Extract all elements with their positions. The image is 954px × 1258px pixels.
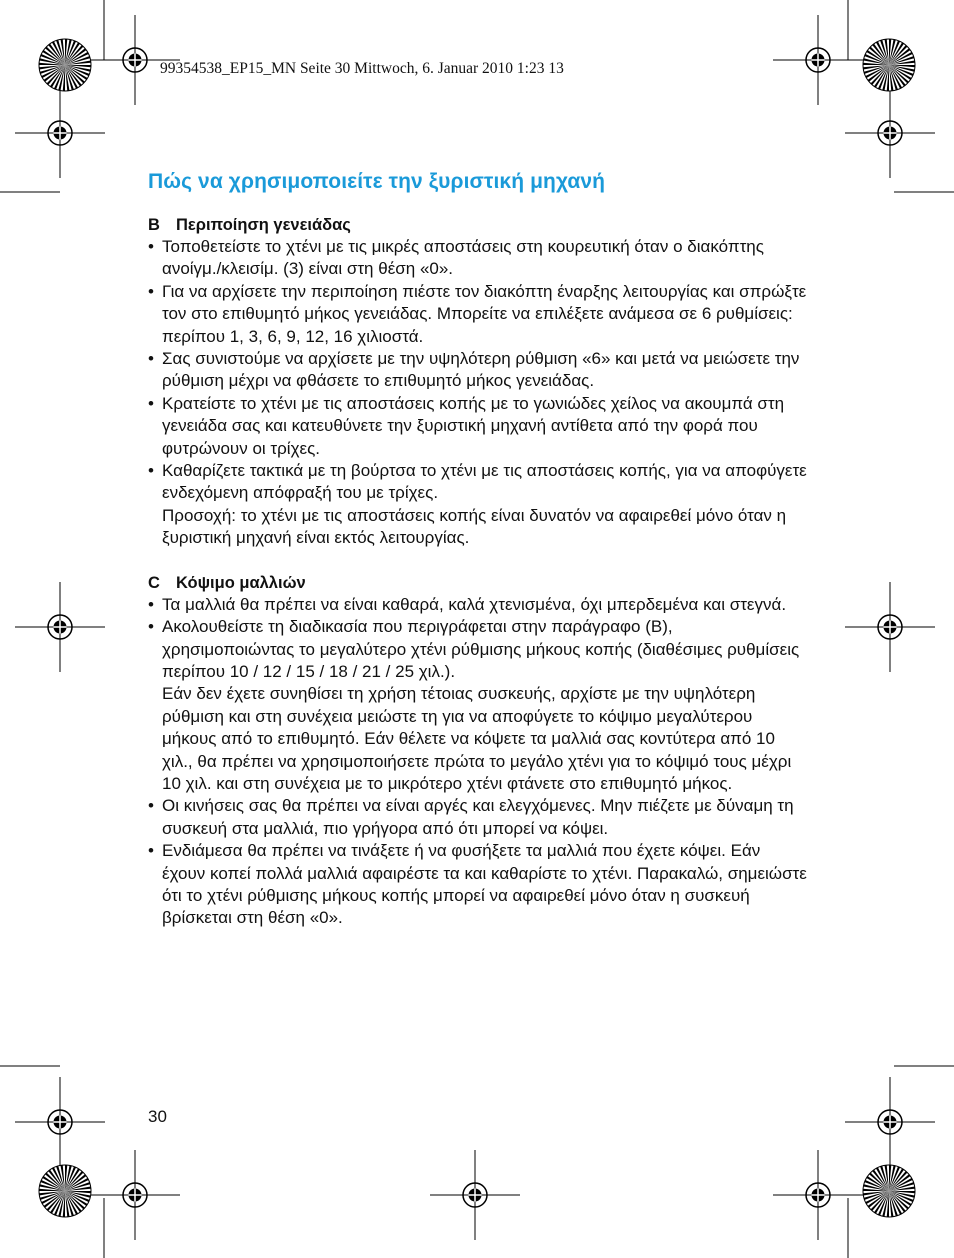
- registration-mark-icon: [430, 1150, 520, 1240]
- registration-mark-icon: [773, 15, 863, 105]
- list-item: [148, 281, 808, 348]
- list-item-text: • Ακολουθείστε τη διαδικασία που περιγράφεται στην παράγραφο (B), χρησιμοποιώντας το μεγαλύτερο χτένι ρύθμισης μήκους κοπής (διαθέσιμες ρυθμίσεις περίπου 10 / 12 / 15 / 18 / 21 / 25 χιλ.).: [162, 617, 800, 681]
- list-item: [148, 616, 808, 795]
- page-title: Πώς να χρησιμοποιείτε την ξυριστική μηχανή: [148, 170, 606, 193]
- section-letter: C: [148, 573, 160, 592]
- section-heading: [148, 214, 808, 236]
- list-item: [148, 594, 808, 616]
- list-item: [148, 393, 808, 460]
- page-content: [148, 170, 808, 930]
- list-item-text: • Καθαρίζετε τακτικά με τη βούρτσα το χτένι με τις αποστάσεις κοπής, για να αποφύγετε ενδεχόμενη απόφραξή του με τρίχες.: [162, 461, 807, 503]
- starburst-mark-icon: [39, 39, 91, 91]
- list-item: [148, 236, 808, 281]
- list-item-text: • Για να αρχίσετε την περιποίηση πιέστε τον διακόπτη έναρξης λειτουργίας και σπρώξτε τον στο επιθυμητό μήκος γενειάδας. Μπορείτε να επιλέξετε ανάμεσα σε 6 ρυθμίσεις: περίπου 1, 3, 6, 9, 12, 16 χιλιοστά.: [162, 281, 807, 346]
- starburst-mark-icon: [863, 1165, 915, 1217]
- starburst-mark-icon: [39, 1165, 91, 1217]
- list-item-text: • Τα μαλλιά θα πρέπει να είναι καθαρά, καλά χτενισμένα, όχι μπερδεμένα και στεγνά.: [162, 594, 787, 614]
- list-item-text: Προσοχή: το χτένι με τις αποστάσεις κοπής είναι δυνατόν να αφαιρεθεί μόνο όταν η ξυριστική μηχανή είναι εκτός λειτουργίας.: [162, 505, 787, 548]
- list-item-text: • Οι κινήσεις σας θα πρέπει να είναι αργές και ελεγχόμενες. Μην πιέζετε με δύναμη τη συσκευή στα μαλλιά, πιο γρήγορα από ότι μπορεί να κόψει.: [162, 796, 794, 838]
- registration-mark-icon: [15, 582, 105, 672]
- list-item-text: Εάν δεν έχετε συνηθίσει τη χρήση τέτοιας συσκευής, αρχίστε με την υψηλότερη ρύθμιση και στη συνέχεια μειώστε τη για να αποφύγετε το κόψιμο μεγαλύτερου μήκους από το επιθυμητό. Εάν θέλετε να κόψετε τα μαλλιά σας κοντύτερα από 10 χιλ., θα πρέπει να χρησιμοποιήσετε πρώτα το μεγάλο χτένι για το κόψιμό τους μέχρι 10 χιλ. και στη συνέχεια με το μικρότερο χτένι φτάνετε στο επιθυμητό μήκος.: [162, 684, 792, 793]
- list-item: [148, 348, 808, 393]
- section-letter: B: [148, 216, 160, 234]
- section-c: [148, 572, 808, 930]
- page-number: 30: [148, 1107, 167, 1126]
- registration-mark-icon: [845, 88, 935, 178]
- section-title: Περιποίηση γενειάδας: [176, 216, 351, 234]
- section-b: [148, 214, 808, 550]
- list-item-text: • Σας συνιστούμε να αρχίσετε με την υψηλότερη ρύθμιση «6» και μετά να μειώσετε την ρύθμιση μέχρι να φθάσετε το επιθυμητό μήκος γενειάδας.: [162, 349, 800, 391]
- registration-mark-icon: [845, 582, 935, 672]
- list-item: [148, 795, 808, 840]
- registration-mark-icon: [15, 88, 105, 178]
- bullet-list: [148, 594, 808, 930]
- list-item: [148, 460, 808, 550]
- list-item-text: • Κρατείστε το χτένι με τις αποστάσεις κοπής με το γωνιώδες χείλος να ακουμπά στη γενειάδα σας και κατευθύνετε την ξυριστική μηχανή αντίθετα από την φορά που φυτρώνουν οι τρίχες.: [162, 393, 785, 458]
- starburst-mark-icon: [863, 39, 915, 91]
- registration-mark-icon: [773, 1150, 863, 1240]
- section-title: Κόψιμο μαλλιών: [176, 573, 306, 592]
- list-item-text: • Τοποθετείστε το χτένι με τις μικρές αποστάσεις στη κουρευτική όταν ο διακόπτης ανοίγμ./κλεισίμ. (3) είναι στη θέση «0».: [162, 237, 764, 279]
- print-slug-line: 99354538_EP15_MN Seite 30 Mittwoch, 6. Januar 2010 1:23 13: [160, 60, 564, 77]
- list-item-text: • Ενδιάμεσα θα πρέπει να τινάξετε ή να φυσήξετε τα μαλλιά που έχετε κόψει. Εάν έχουν κοπεί πολλά μαλλιά αφαιρέστε τα και καθαρίστε το χτένι. Παρακαλώ, σημειώστε ότι το χτένι ρύθμισης μήκους κοπής μπορεί να αφαιρεθεί μόνο όταν η συσκευή βρίσκεται στη θέση «0».: [162, 841, 807, 928]
- section-heading: [148, 572, 808, 594]
- bullet-list: [148, 236, 808, 550]
- registration-mark-icon: [15, 1077, 105, 1167]
- list-item: [148, 840, 808, 930]
- registration-mark-icon: [845, 1077, 935, 1167]
